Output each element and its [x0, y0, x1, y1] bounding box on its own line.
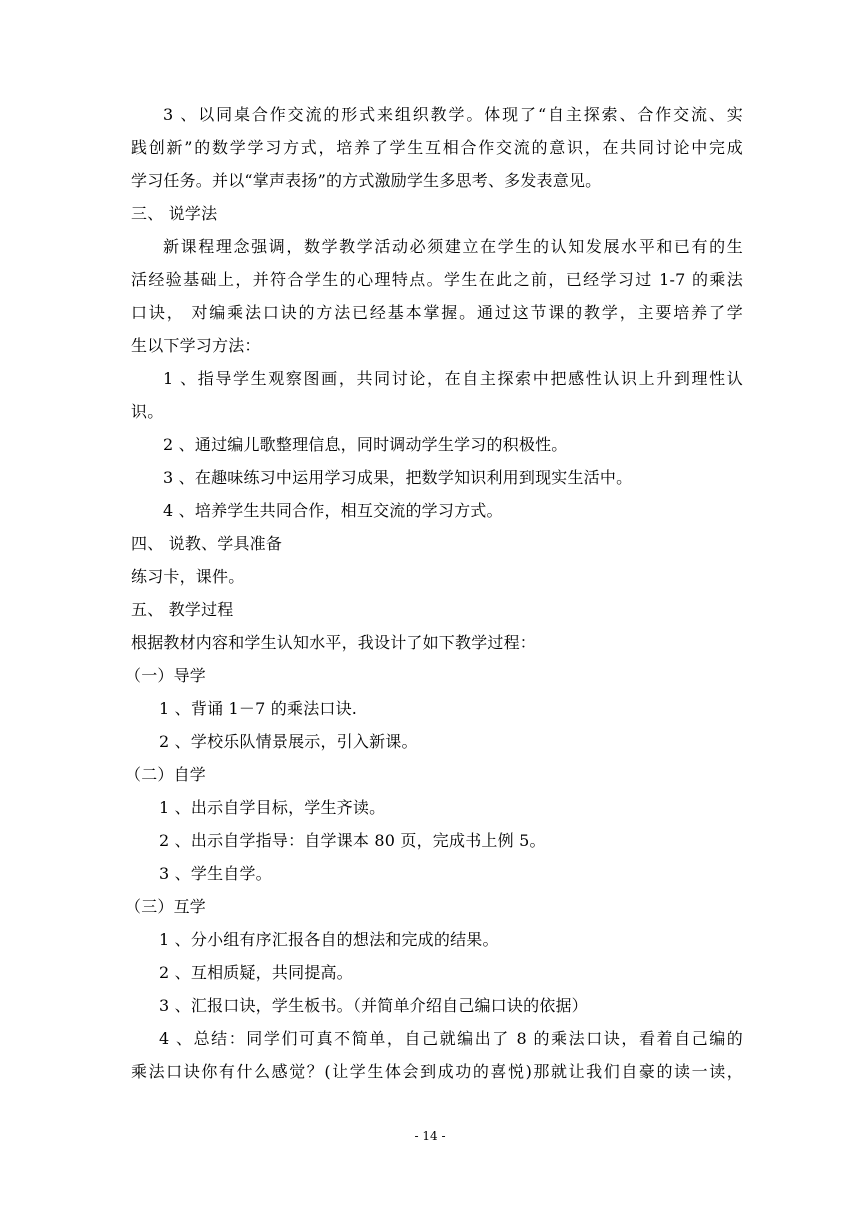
section-heading: 三、 说学法 [131, 204, 218, 223]
paragraph-line: 乘法口诀你有什么感觉？(让学生体会到成功的喜悦)那就让我们自豪的读一读， [131, 1062, 743, 1081]
list-item: 2 、互相质疑，共同提高。 [159, 963, 353, 982]
list-item: 4 、总结：同学们可真不简单，自己就编出了 8 的乘法口诀，看着自己编的 [159, 1029, 743, 1048]
paragraph-line: 练习卡，课件。 [131, 567, 245, 586]
document-body [125, 98, 743, 1088]
list-item: 3 、汇报口诀，学生板书。（并简单介绍自己编口诀的依据） [159, 996, 588, 1015]
list-item: 1 、指导学生观察图画，共同讨论，在自主探索中把感性认识上升到理性认 [163, 369, 743, 388]
paragraph-line: 生以下学习方法： [131, 336, 261, 355]
section-heading: 四、 说教、学具准备 [131, 534, 283, 553]
subsection-heading: （二）自学 [125, 765, 207, 784]
paragraph-line: 根据教材内容和学生认知水平，我设计了如下教学过程： [131, 633, 537, 652]
paragraph-line: 学习任务。并以“掌声表扬”的方式激励学生多思考、多发表意见。 [131, 171, 602, 190]
section-heading: 五、 教学过程 [131, 600, 234, 619]
paragraph-line: 践创新”的数学学习方式，培养了学生互相合作交流的意识，在共同讨论中完成 [131, 138, 743, 157]
subsection-heading: （一）导学 [125, 666, 207, 685]
paragraph-line: 3 、以同桌合作交流的形式来组织教学。体现了“自主探索、合作交流、实 [163, 105, 743, 124]
list-item: 1 、出示自学目标，学生齐读。 [159, 798, 386, 817]
list-item: 4 、培养学生共同合作，相互交流的学习方式。 [163, 501, 503, 520]
list-item: 3 、在趣味练习中运用学习成果，把数学知识利用到现实生活中。 [163, 468, 633, 487]
list-item: 2 、学校乐队情景展示，引入新课。 [159, 732, 418, 751]
list-item: 1 、分小组有序汇报各自的想法和完成的结果。 [159, 930, 499, 949]
list-item: 3 、学生自学。 [159, 864, 272, 883]
paragraph-line: 新课程理念强调，数学教学活动必须建立在学生的认知发展水平和已有的生 [163, 237, 743, 256]
paragraph-line: 活经验基础上，并符合学生的心理特点。学生在此之前，已经学习过 1-7 的乘法 [131, 270, 743, 289]
paragraph-line: 口诀， 对编乘法口诀的方法已经基本掌握。通过这节课的教学，主要培养了学 [131, 303, 743, 322]
subsection-heading: （三）互学 [125, 897, 207, 916]
list-item: 2 、出示自学指导：自学课本 80 页，完成书上例 5。 [159, 831, 546, 850]
list-item: 2 、通过编儿歌整理信息，同时调动学生学习的积极性。 [163, 435, 568, 454]
paragraph-line: 识。 [131, 402, 164, 421]
list-item: 1 、背诵 1－7 的乘法口诀. [159, 699, 358, 718]
page-number: - 14 - [414, 1129, 446, 1143]
